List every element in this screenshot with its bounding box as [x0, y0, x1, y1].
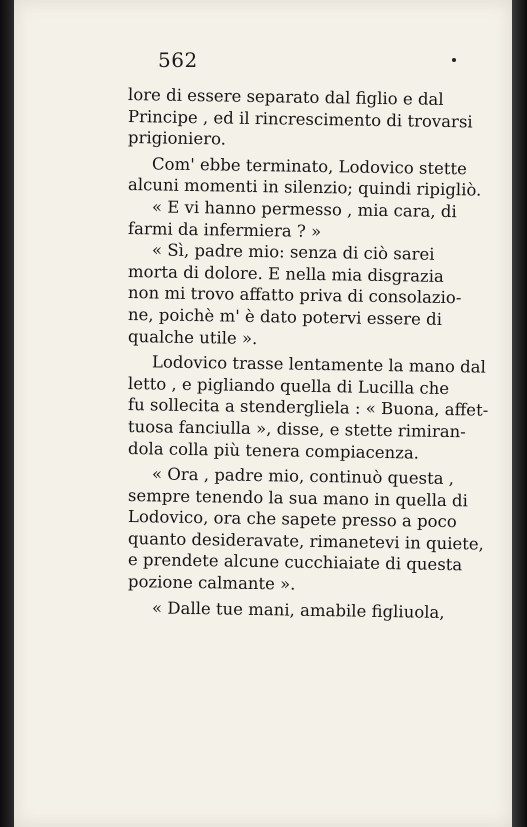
text-line: « Ora , padre mio, continuò questa ,: [151, 464, 455, 489]
text-line: fu sollecita a stendergliela : « Buona, affet-: [127, 395, 489, 420]
text-line: dola colla più tenera compiacenza.: [127, 438, 420, 463]
page-number: 562: [158, 48, 198, 72]
text-line: « Sì, padre mio: senza di ciò sarei: [151, 240, 435, 264]
book-gutter-right: [512, 0, 527, 827]
text-line: Principe , ed il rincrescimento di trovarsi: [127, 106, 473, 132]
text-line: qualche utile ».: [127, 326, 258, 348]
text-line: lore di essere separato dal figlio e dal: [127, 85, 444, 109]
text-line: tuosa fanciulla », disse, e stette rimiran-: [127, 416, 466, 442]
text-line: e prendete alcune cucchiaiate di questa: [127, 550, 463, 575]
text-line: prigioniero.: [127, 128, 227, 149]
text-line: letto , e pigliando quella di Lucilla che: [127, 373, 450, 398]
book-gutter-left: [0, 0, 14, 827]
text-line: « E vi hanno permesso , mia cara, di: [151, 197, 457, 222]
text-line: non mi trovo affatto priva di consolazio-: [127, 283, 462, 308]
text-line: ne, poichè m' è dato potervi essere di: [127, 304, 443, 329]
text-line: quanto desideravate, rimanetevi in quiete,: [127, 528, 485, 554]
text-line: « Dalle tue mani, amabile figliuola,: [151, 598, 445, 622]
text-line: Com' ebbe terminato, Lodovico stette: [151, 154, 468, 179]
text-line: morta di dolore. E nella mia disgrazia: [127, 261, 444, 286]
book-page: [14, 0, 512, 827]
text-line: Lodovico trasse lentamente la mano dal: [151, 352, 486, 377]
page-text-body: [127, 84, 500, 622]
ink-dot-mark: [452, 58, 456, 62]
text-line: alcuni momenti in silenzio; quindi ripigliò.: [127, 175, 482, 200]
text-line: Lodovico, ora che sapete presso a poco: [127, 507, 457, 532]
text-line: sempre tenendo la sua mano in quella di: [127, 485, 469, 511]
text-line: pozione calmante ».: [127, 572, 296, 594]
text-line: farmi da infermiera ? »: [127, 218, 322, 241]
